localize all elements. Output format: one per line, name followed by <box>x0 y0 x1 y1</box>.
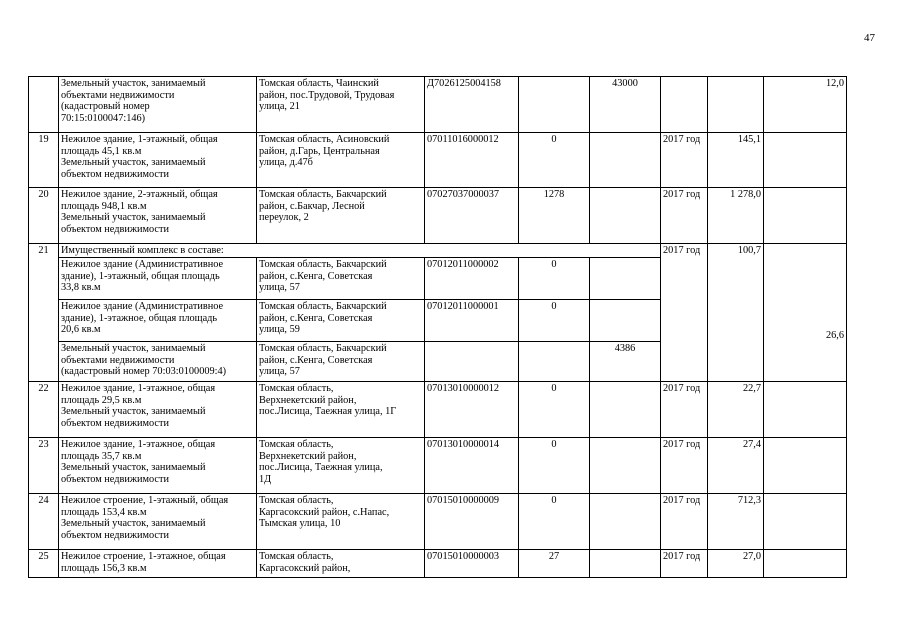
share-cell: 12,0 <box>764 77 847 133</box>
cadastral-number-cell: 07012011000002 <box>425 258 519 300</box>
share-cell <box>764 550 847 578</box>
cadastral-number-cell: 07015010000009 <box>425 494 519 550</box>
address-cell: Томская область, Каргасокский район, с.Напас, Тымская улица, 10 <box>257 494 425 550</box>
address-cell: Томская область, Чаинский район, пос.Трудовой, Трудовая улица, 21 <box>257 77 425 133</box>
land-area-cell <box>590 133 661 188</box>
price-cell <box>708 77 764 133</box>
table-row <box>29 244 847 258</box>
address-cell: Томская область, Верхнекетский район, пос.Лисица, Таежная улица, 1Д <box>257 438 425 494</box>
row-number-cell: 20 <box>29 188 59 244</box>
cadastral-number-cell: 07011016000012 <box>425 133 519 188</box>
cadastral-number-cell: 07012011000001 <box>425 300 519 342</box>
year-cell: 2017 год <box>661 244 708 382</box>
object-name-cell: Земельный участок, занимаемый объектами недвижимости (кадастровый номер 70:15:0100047:146) <box>59 77 257 133</box>
year-cell: 2017 год <box>661 550 708 578</box>
row-number-cell: 21 <box>29 244 59 382</box>
page-number: 47 <box>864 32 875 44</box>
object-name-cell: Нежилое здание, 2-этажный, общая площадь 948,1 кв.м Земельный участок, занимаемый объектом недвижимости <box>59 188 257 244</box>
building-area-cell <box>519 342 590 382</box>
row-number-cell: 19 <box>29 133 59 188</box>
building-area-cell: 27 <box>519 550 590 578</box>
land-area-cell <box>590 494 661 550</box>
year-cell: 2017 год <box>661 382 708 438</box>
building-area-cell: 0 <box>519 133 590 188</box>
cadastral-number-cell: 07013010000012 <box>425 382 519 438</box>
property-table <box>28 76 847 578</box>
year-cell: 2017 год <box>661 494 708 550</box>
table-row <box>29 188 847 244</box>
land-area-cell <box>590 438 661 494</box>
table-row <box>29 494 847 550</box>
building-area-cell: 0 <box>519 494 590 550</box>
address-cell: Томская область, Бакчарский район, с.Бакчар, Лесной переулок, 2 <box>257 188 425 244</box>
building-area-cell: 1278 <box>519 188 590 244</box>
share-cell <box>764 438 847 494</box>
year-cell: 2017 год <box>661 133 708 188</box>
price-cell: 100,7 <box>708 244 764 382</box>
table-row <box>29 133 847 188</box>
object-name-cell: Нежилое здание (Административное здание), 1-этажный, общая площадь 33,8 кв.м <box>59 258 257 300</box>
cadastral-number-cell: 07027037000037 <box>425 188 519 244</box>
address-cell: Томская область, Бакчарский район, с.Кенга, Советская улица, 59 <box>257 300 425 342</box>
price-cell: 145,1 <box>708 133 764 188</box>
price-cell: 712,3 <box>708 494 764 550</box>
building-area-cell: 0 <box>519 438 590 494</box>
year-cell: 2017 год <box>661 188 708 244</box>
land-area-cell <box>590 258 661 300</box>
land-area-cell <box>590 188 661 244</box>
year-cell <box>661 77 708 133</box>
row-number-cell: 23 <box>29 438 59 494</box>
object-name-cell: Нежилое здание, 1-этажное, общая площадь 35,7 кв.м Земельный участок, занимаемый объектом недвижимости <box>59 438 257 494</box>
land-area-cell: 43000 <box>590 77 661 133</box>
table-row <box>29 77 847 133</box>
object-name-cell: Нежилое здание, 1-этажное, общая площадь 29,5 кв.м Земельный участок, занимаемый объектом недвижимости <box>59 382 257 438</box>
complex-header-cell: Имущественный комплекс в составе: <box>59 244 661 258</box>
share-cell: 26,6 <box>764 244 847 382</box>
share-cell <box>764 382 847 438</box>
year-cell: 2017 год <box>661 438 708 494</box>
object-name-cell: Нежилое здание (Административное здание), 1-этажное, общая площадь 20,6 кв.м <box>59 300 257 342</box>
row-number-cell: 24 <box>29 494 59 550</box>
land-area-cell <box>590 550 661 578</box>
building-area-cell: 0 <box>519 382 590 438</box>
cadastral-number-cell <box>425 342 519 382</box>
cadastral-number-cell: Д7026125004158 <box>425 77 519 133</box>
land-area-cell: 4386 <box>590 342 661 382</box>
cadastral-number-cell: 07015010000003 <box>425 550 519 578</box>
row-number-cell: 25 <box>29 550 59 578</box>
object-name-cell: Нежилое строение, 1-этажный, общая площадь 153,4 кв.м Земельный участок, занимаемый объектом недвижимости <box>59 494 257 550</box>
building-area-cell <box>519 77 590 133</box>
building-area-cell: 0 <box>519 300 590 342</box>
table-row <box>29 382 847 438</box>
row-number-cell: 22 <box>29 382 59 438</box>
object-name-cell: Нежилое строение, 1-этажное, общая площадь 156,3 кв.м <box>59 550 257 578</box>
object-name-cell: Нежилое здание, 1-этажный, общая площадь 45,1 кв.м Земельный участок, занимаемый объектом недвижимости <box>59 133 257 188</box>
building-area-cell: 0 <box>519 258 590 300</box>
cadastral-number-cell: 07013010000014 <box>425 438 519 494</box>
table-row <box>29 438 847 494</box>
land-area-cell <box>590 300 661 342</box>
price-cell: 27,0 <box>708 550 764 578</box>
land-area-cell <box>590 382 661 438</box>
price-cell: 27,4 <box>708 438 764 494</box>
address-cell: Томская область, Асиновский район, д.Гарь, Центральная улица, д.47б <box>257 133 425 188</box>
object-name-cell: Земельный участок, занимаемый объектами недвижимости (кадастровый номер 70:03:0100009:4) <box>59 342 257 382</box>
table-row <box>29 550 847 578</box>
address-cell: Томская область, Каргасокский район, <box>257 550 425 578</box>
address-cell: Томская область, Бакчарский район, с.Кенга, Советская улица, 57 <box>257 342 425 382</box>
address-cell: Томская область, Бакчарский район, с.Кенга, Советская улица, 57 <box>257 258 425 300</box>
price-cell: 1 278,0 <box>708 188 764 244</box>
share-cell <box>764 133 847 188</box>
address-cell: Томская область, Верхнекетский район, пос.Лисица, Таежная улица, 1Г <box>257 382 425 438</box>
row-number-cell <box>29 77 59 133</box>
share-cell <box>764 494 847 550</box>
price-cell: 22,7 <box>708 382 764 438</box>
share-cell <box>764 188 847 244</box>
